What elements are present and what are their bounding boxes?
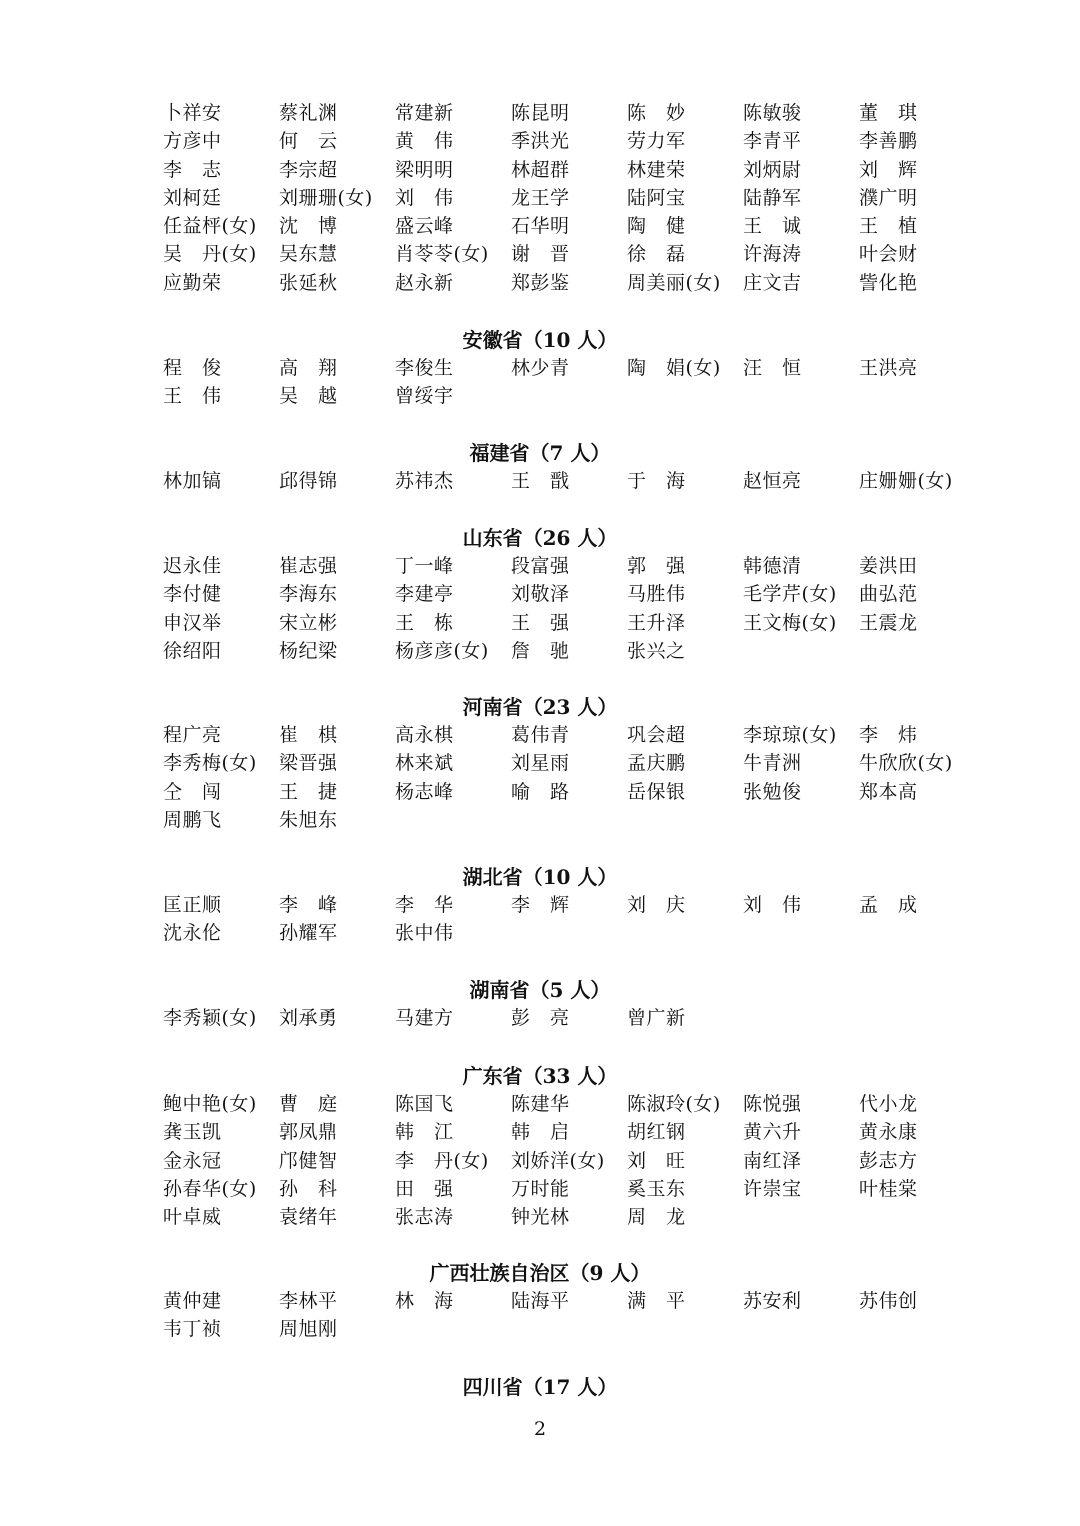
person-name: 程广亮 — [163, 724, 222, 746]
person-name: 刘柯廷 — [163, 186, 222, 209]
person-name: 陈淑玲(女) — [627, 1093, 721, 1115]
person-name: 邝健智 — [279, 1149, 338, 1172]
person-name: 叶会财 — [859, 243, 918, 266]
person-name: 高永棋 — [395, 724, 454, 746]
person-name: 葛伟青 — [511, 724, 570, 746]
person-name: 王 栋 — [395, 611, 454, 634]
person-name: 周 龙 — [627, 1206, 686, 1229]
person-name: 王震龙 — [859, 611, 918, 634]
person-name: 牛欣欣(女) — [859, 752, 953, 775]
person-name: 董 琪 — [859, 102, 918, 124]
person-name: 仝 闯 — [163, 780, 222, 803]
person-name: 应勤荣 — [163, 271, 222, 294]
person-name: 徐 磊 — [627, 243, 686, 266]
person-name: 郑本高 — [859, 780, 918, 803]
person-name: 卜祥安 — [163, 102, 222, 124]
person-name: 宋立彬 — [279, 611, 338, 634]
person-name: 李 炜 — [859, 724, 918, 746]
person-name: 李秀梅(女) — [163, 752, 257, 775]
person-name: 李建亭 — [395, 583, 454, 606]
person-name: 彭志方 — [859, 1149, 918, 1172]
person-name: 王 捷 — [279, 780, 338, 803]
person-name: 杨志峰 — [395, 780, 454, 803]
person-name: 周旭刚 — [279, 1318, 338, 1341]
name-grid — [163, 1004, 975, 1032]
person-name: 陆海平 — [511, 1290, 570, 1312]
person-name: 田 强 — [395, 1177, 454, 1200]
person-name: 常建新 — [395, 102, 454, 124]
person-name: 徐绍阳 — [163, 639, 222, 662]
person-name: 赵恒亮 — [743, 470, 802, 492]
person-name: 王升泽 — [627, 611, 686, 634]
person-name: 梁明明 — [395, 158, 454, 181]
person-name: 肖苓苓(女) — [395, 243, 489, 266]
person-name: 毛学芹(女) — [743, 583, 837, 606]
person-name: 杨纪梁 — [279, 639, 338, 662]
person-name: 赵永新 — [395, 271, 454, 294]
province-heading: 湖北省（10 人） — [462, 865, 618, 889]
person-name: 李 峰 — [279, 894, 338, 916]
person-name: 黄 伟 — [395, 130, 454, 153]
province-heading: 广西壮族自治区（9 人） — [429, 1261, 651, 1285]
person-name: 任益枰(女) — [163, 215, 257, 238]
person-name: 劳力军 — [627, 130, 686, 153]
person-name: 苏伟创 — [859, 1290, 918, 1312]
person-name: 周美丽(女) — [627, 271, 721, 294]
person-name: 代小龙 — [859, 1093, 918, 1115]
person-name: 张勉俊 — [743, 780, 802, 803]
person-name: 王 植 — [859, 215, 918, 238]
person-name: 庄文吉 — [743, 271, 802, 294]
person-name: 曾绥宇 — [395, 385, 454, 408]
person-name: 王 伟 — [163, 385, 222, 408]
person-name: 韩 启 — [511, 1121, 570, 1144]
province-heading: 湖南省（5 人） — [469, 978, 611, 1002]
person-name: 王洪亮 — [859, 357, 918, 379]
person-name: 黄仲建 — [163, 1290, 222, 1312]
province-heading: 安徽省（10 人） — [462, 328, 618, 352]
person-name: 黄六升 — [743, 1121, 802, 1144]
person-name: 马建方 — [395, 1007, 454, 1029]
person-name: 曹 庭 — [279, 1093, 338, 1115]
person-name: 汪 恒 — [743, 357, 802, 379]
person-name: 邱得锦 — [279, 470, 338, 492]
name-grid — [163, 721, 975, 834]
person-name: 满 平 — [627, 1290, 686, 1312]
person-name: 李 辉 — [511, 894, 570, 916]
province-heading: 四川省（17 人） — [462, 1375, 618, 1399]
person-name: 王文梅(女) — [743, 611, 837, 634]
person-name: 鲍中艳(女) — [163, 1093, 257, 1115]
person-name: 刘 旺 — [627, 1149, 686, 1172]
person-name: 陶 健 — [627, 215, 686, 238]
person-name: 苏安利 — [743, 1290, 802, 1312]
person-name: 金永冠 — [163, 1149, 222, 1172]
person-name: 姜洪田 — [859, 555, 918, 577]
person-name: 李俊生 — [395, 357, 454, 379]
person-name: 马胜伟 — [627, 583, 686, 606]
person-name: 叶卓威 — [163, 1206, 222, 1229]
person-name: 黄永康 — [859, 1121, 918, 1144]
person-name: 丁一峰 — [395, 555, 454, 577]
person-name: 吴 丹(女) — [163, 243, 257, 266]
person-name: 郑彭鉴 — [511, 271, 570, 294]
person-name: 龚玉凯 — [163, 1121, 222, 1144]
person-name: 陈 妙 — [627, 102, 686, 124]
person-name: 张延秋 — [279, 271, 338, 294]
province-heading: 广东省（33 人） — [462, 1064, 618, 1088]
person-name: 吴 越 — [279, 385, 338, 408]
person-name: 刘 辉 — [859, 158, 918, 181]
person-name: 孟 成 — [859, 894, 918, 916]
person-name: 林超群 — [511, 158, 570, 181]
person-name: 苏祎杰 — [395, 470, 454, 492]
person-name: 梁晋强 — [279, 752, 338, 775]
person-name: 李宗超 — [279, 158, 338, 181]
person-name: 巩会超 — [627, 724, 686, 746]
person-name: 迟永佳 — [163, 555, 222, 577]
person-name: 詹 驰 — [511, 639, 570, 662]
person-name: 牛青洲 — [743, 752, 802, 775]
person-name: 李琼琼(女) — [743, 724, 837, 746]
person-name: 程 俊 — [163, 357, 222, 379]
person-name: 叶桂棠 — [859, 1177, 918, 1200]
person-name: 袁绪年 — [279, 1206, 338, 1229]
person-name: 方彦中 — [163, 130, 222, 153]
person-name: 林来斌 — [395, 752, 454, 775]
person-name: 杨彦彦(女) — [395, 639, 489, 662]
name-grid — [163, 552, 975, 665]
name-grid — [163, 1287, 975, 1344]
person-name: 陶 娟(女) — [627, 357, 721, 379]
person-name: 段富强 — [511, 555, 570, 577]
person-name: 陈建华 — [511, 1093, 570, 1115]
person-name: 陈昆明 — [511, 102, 570, 124]
person-name: 林 海 — [395, 1290, 454, 1312]
person-name: 曲弘范 — [859, 583, 918, 606]
person-name: 刘承勇 — [279, 1007, 338, 1029]
person-name: 龙王学 — [511, 186, 570, 209]
person-name: 李善鹏 — [859, 130, 918, 153]
person-name: 林加镐 — [163, 470, 222, 492]
person-name: 庄姗姗(女) — [859, 470, 953, 492]
province-heading: 山东省（26 人） — [462, 526, 618, 550]
province-heading: 福建省（7 人） — [469, 441, 611, 465]
person-name: 匡正顺 — [163, 894, 222, 916]
person-name: 胡红钢 — [627, 1121, 686, 1144]
person-name: 何 云 — [279, 130, 338, 153]
person-name: 林少青 — [511, 357, 570, 379]
province-heading: 河南省（23 人） — [462, 695, 618, 719]
person-name: 郭凤鼎 — [279, 1121, 338, 1144]
person-name: 李 丹(女) — [395, 1149, 489, 1172]
person-name: 陈悦强 — [743, 1093, 802, 1115]
person-name: 曾广新 — [627, 1007, 686, 1029]
person-name: 刘 庆 — [627, 894, 686, 916]
person-name: 刘敬泽 — [511, 583, 570, 606]
person-name: 王 戬 — [511, 470, 570, 492]
person-name: 李付健 — [163, 583, 222, 606]
name-grid — [163, 99, 975, 297]
person-name: 刘珊珊(女) — [279, 186, 373, 209]
person-name: 蔡礼渊 — [279, 102, 338, 124]
person-name: 刘炳尉 — [743, 158, 802, 181]
person-name: 沈 博 — [279, 215, 338, 238]
person-name: 张中伟 — [395, 922, 454, 945]
person-name: 郭 强 — [627, 555, 686, 577]
person-name: 奚玉东 — [627, 1177, 686, 1200]
person-name: 刘 伟 — [743, 894, 802, 916]
person-name: 李海东 — [279, 583, 338, 606]
name-grid — [163, 891, 975, 948]
person-name: 陈敏骏 — [743, 102, 802, 124]
person-name: 张志涛 — [395, 1206, 454, 1229]
person-name: 王 诚 — [743, 215, 802, 238]
person-name: 崔 棋 — [279, 724, 338, 746]
person-name: 孟庆鹏 — [627, 752, 686, 775]
person-name: 南红泽 — [743, 1149, 802, 1172]
person-name: 石华明 — [511, 215, 570, 238]
person-name: 钟光林 — [511, 1206, 570, 1229]
person-name: 韦丁祯 — [163, 1318, 222, 1341]
name-grid — [163, 1090, 975, 1231]
person-name: 岳保银 — [627, 780, 686, 803]
person-name: 刘娇洋(女) — [511, 1149, 605, 1172]
person-name: 孙耀军 — [279, 922, 338, 945]
person-name: 李青平 — [743, 130, 802, 153]
person-name: 孙春华(女) — [163, 1177, 257, 1200]
person-name: 彭 亮 — [511, 1007, 570, 1029]
person-name: 李秀颖(女) — [163, 1007, 257, 1029]
person-name: 韩德清 — [743, 555, 802, 577]
person-name: 林建荣 — [627, 158, 686, 181]
person-name: 李 华 — [395, 894, 454, 916]
person-name: 孙 科 — [279, 1177, 338, 1200]
person-name: 韩 江 — [395, 1121, 454, 1144]
person-name: 吴东慧 — [279, 243, 338, 266]
person-name: 陈国飞 — [395, 1093, 454, 1115]
person-name: 朱旭东 — [279, 808, 338, 831]
person-name: 许海涛 — [743, 243, 802, 266]
person-name: 陆静军 — [743, 186, 802, 209]
person-name: 喻 路 — [511, 780, 570, 803]
person-name: 李 志 — [163, 158, 222, 181]
person-name: 万时能 — [511, 1177, 570, 1200]
person-name: 濮广明 — [859, 186, 918, 209]
person-name: 陆阿宝 — [627, 186, 686, 209]
person-name: 王 强 — [511, 611, 570, 634]
person-name: 沈永伦 — [163, 922, 222, 945]
person-name: 谢 晋 — [511, 243, 570, 266]
person-name: 许崇宝 — [743, 1177, 802, 1200]
name-grid — [163, 354, 975, 411]
person-name: 于 海 — [627, 470, 686, 492]
person-name: 张兴之 — [627, 639, 686, 662]
person-name: 盛云峰 — [395, 215, 454, 238]
person-name: 刘星雨 — [511, 752, 570, 775]
person-name: 高 翔 — [279, 357, 338, 379]
person-name: 申汉举 — [163, 611, 222, 634]
person-name: 李林平 — [279, 1290, 338, 1312]
page-number: 2 — [533, 1418, 547, 1440]
name-grid — [163, 467, 975, 495]
person-name: 崔志强 — [279, 555, 338, 577]
person-name: 季洪光 — [511, 130, 570, 153]
person-name: 周鹏飞 — [163, 808, 222, 831]
person-name: 訾化艳 — [859, 271, 918, 294]
person-name: 刘 伟 — [395, 186, 454, 209]
